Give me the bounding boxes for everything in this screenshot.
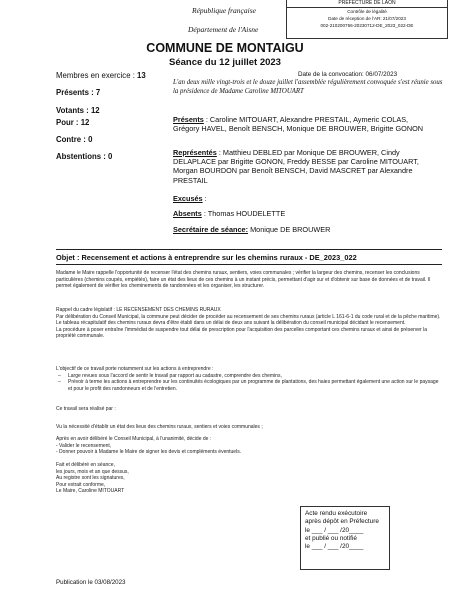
objectif-block (56, 366, 442, 392)
stamp-date-reception: Date de réception de l'AR: 21/07/2023 (328, 16, 406, 21)
representes-text: : Matthieu DEBLED par Monique DE BROUWER, Cindy DELAPLACE par Brigitte GONON, Freddy BESSE par Caroline MITOUART, Morgan BOURDON par Benoît BENSCH, David MASCRET par Alexandre PRESTAIL (173, 148, 419, 185)
acte-line-3: le ___ / ___ /20____ (305, 526, 364, 534)
secretaire-section (173, 225, 435, 234)
decision-item-1: - Valider le recensement, (56, 442, 112, 449)
presents-count (56, 88, 100, 97)
pour-value: 12 (80, 118, 90, 127)
objectif-intro: L'objectif de ce travail porte notamment sur les actions à entreprendre : (56, 366, 214, 372)
votants-label: Votants : (56, 106, 89, 115)
presents-value: 7 (95, 88, 101, 97)
acte-line-1: Acte rendu exécutoire (305, 510, 368, 517)
objectif-bullet-2: – Prévoir à terme les actions à entreprendre sur les continuités écologiques par un programme de plantations, des haies permettant également une action sur le paysage et pour le profit des randonneurs et de l'entretien. (56, 379, 442, 392)
signature-line-2: les jours, mois et an que dessus, (56, 468, 129, 475)
contre-label: Contre : (56, 135, 86, 144)
abstentions-value: 0 (107, 152, 113, 161)
membres-en-exercice (56, 71, 146, 80)
seance-date: Séance du 12 juillet 2023 (169, 57, 281, 68)
pour-count (56, 118, 89, 127)
stamp-acte-id: 002-210200756-20230712-DE_2023_022-DE (320, 23, 414, 28)
signature-line-4: Pour extrait conforme, (56, 481, 106, 488)
objet-title: Objet : Recensement et actions à entreprendre sur les chemins ruraux - DE_2023_022 (56, 253, 357, 262)
abstentions-label: Abstentions : (56, 152, 106, 161)
representes-label: Représentés (173, 148, 217, 157)
excuses-text: : (204, 194, 207, 203)
signature-block (56, 462, 196, 495)
absents-section (173, 209, 435, 218)
votants-value: 12 (90, 106, 100, 115)
presents-list-text: : Caroline MITOUART, Alexandre PRESTAIL, Aymeric COLAS, Grégory HAVEL, Benoît BENSCH, Monique DE BROUWER, Brigitte GONON (173, 115, 424, 134)
signature-line-1: Fait et délibéré en séance, (56, 462, 115, 468)
decision-block (56, 436, 442, 456)
legal-text-1: Par délibération du Conseil Municipal, la commune peut décider de procéder au recensement de ses chemins ruraux (article L 161-6-1 du code rural et de la pêche maritime). (56, 313, 441, 320)
acte-line-5: le ___ / ___ /20____ (305, 543, 364, 551)
section-divider (56, 249, 442, 250)
contre-value: 0 (88, 135, 93, 144)
legal-title: Rappel du cadre législatif : LE RECENSEMENT DES CHEMINS RURAUX (56, 307, 221, 313)
stamp-prefecture: PRÉFECTURE DE LAON (287, 0, 447, 8)
publication-date: Publication le 03/08/2023 (56, 579, 126, 586)
excuses-label: Excusés (173, 194, 203, 203)
decision-intro: Après en avoir délibéré le Conseil Municipal, à l'unanimité, décide de : (56, 436, 212, 442)
abstentions-count (56, 152, 112, 161)
acte-line-4: et publié ou notifié (305, 534, 357, 542)
decision-item-2: - Donner pouvoir à Madame le Maire de signer les devis et compléments éventuels. (56, 449, 242, 456)
vu-necessite: Vu la nécessité d'établir un état des lieux des chemins ruraux, sentiers et voies communales ; (56, 424, 263, 430)
excuses-section (173, 194, 435, 203)
stamp-controle: Contrôle de légalité (347, 9, 387, 14)
realise-par: Ce travail sera réalisé par : (56, 406, 116, 412)
legal-text-3: La procédure à poser entraîne l'immédiat de suspendre tout délai de prescription pour l'acquisition des parcelles comportant ces chemins ruraux et ainsi de préserver la propriété communale. (56, 326, 427, 340)
votants-count (56, 106, 100, 115)
legal-text-2: Le tableau récapitulatif des chemins ruraux devra d'être établi dans un délai de deux ans suivant la délibération du conseil municipal décidant le recensement. (56, 320, 406, 327)
prefecture-stamp (286, 0, 448, 39)
acte-line-2: après dépôt en Préfecture (305, 518, 379, 526)
presents-list-label: Présents (173, 115, 204, 124)
date-convocation: Date de la convocation: 06/07/2023 (298, 71, 398, 78)
signature-line-3: Au registre sont les signatures, (56, 475, 125, 482)
republique-header: République française (192, 6, 256, 15)
signature-line-5: Le Maire, Caroline MITOUART (56, 488, 125, 495)
legal-reminder (56, 307, 442, 340)
intro-paragraph: L'an deux mille vingt-trois et le douze juillet l'assemblée régulièrement convoquée s'est réunie sous la présidence de Madame Caroline MITOUART (173, 79, 443, 95)
objectif-bullet-1: – Large revues sous l'accord de sentir le travail par rapport au cadastre, comprendre des chemins, (56, 373, 442, 380)
membres-label: Membres en exercice : (56, 71, 135, 80)
presents-label: Présents : (56, 88, 94, 97)
departement-header: Département de l'Aisne (188, 25, 259, 34)
secretaire-text: Monique DE BROUWER (250, 225, 331, 234)
objet-divider (56, 264, 442, 265)
contre-count (56, 135, 92, 144)
absents-text: : Thomas HOUDELETTE (203, 209, 286, 218)
body-paragraph-1: Madame le Maire rappelle l'opportunité de recenser l'état des chemins ruraux, sentiers, voies communales ; vérifier la largeur des chemins, recenser les conclusions particulières (chemins coupés, empiétés), faire un état des lieux de ces chemins à un instant précis, permettant d'agir sur et d'obtenir sur base de données et de travail. Il permet également de vérifier les cheminements de randonnées et les organiser, les structurer. (56, 270, 431, 290)
pour-label: Pour : (56, 118, 79, 127)
acte-executoire-box (300, 506, 390, 570)
commune-title: COMMUNE DE MONTAIGU (146, 41, 304, 55)
absents-label: Absents (173, 209, 202, 218)
membres-value: 13 (137, 71, 146, 80)
representes-section (173, 148, 435, 185)
presents-section (173, 115, 435, 133)
secretaire-label: Secrétaire de séance: (173, 225, 249, 234)
